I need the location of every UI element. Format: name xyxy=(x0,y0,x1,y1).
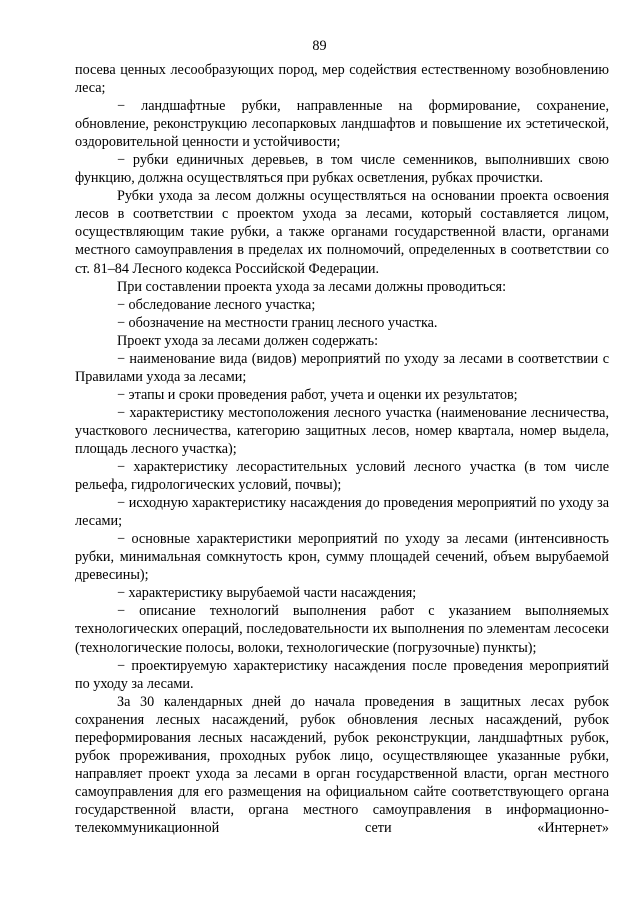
paragraph-3: − рубки единичных деревьев, в том числе семенников, выполнивших свою функцию, должна осуществляться при рубках осветления, рубках прочистки. xyxy=(75,152,609,187)
paragraph-1: посева ценных лесообразующих пород, мер содействия естественному возобновлению леса; xyxy=(75,62,609,97)
paragraph-8: Проект ухода за лесами должен содержать: xyxy=(117,332,379,349)
paragraph-4: Рубки ухода за лесом должны осуществляться на основании проекта освоения лесов в соответствии с проектом ухода за лесами, который составляется лицом, осуществляющим такие рубки, а также органами государственной власти, органами местного самоуправления в пределах их полномочий, определенных в соответствии со ст. 81–84 Лесного кодекса Российской Федерации. xyxy=(75,188,609,277)
paragraph-15: − характеристику вырубаемой части насаждения; xyxy=(117,585,417,602)
paragraph-18: За 30 календарных дней до начала проведения в защитных лесах рубок сохранения лесных насаждений, рубок обновления лесных насаждений, рубок переформирования лесных насаждений, рубок реконструкции, ландшафтных рубок, рубок прореживания, проходных рубок лицо, осуществляющее указанные рубки, направляет проект ухода за лесами в орган государственной власти, орган местного самоуправления для его размещения на официальном сайте соответствующего органа государственной власти, органа местного самоуправления в информационно-телекоммуникационной сети «Интернет» xyxy=(75,693,609,836)
paragraph-14: − основные характеристики мероприятий по уходу за лесами (интенсивность рубки, минимальная сомкнутость крон, сумму площадей сечений, объем вырубаемой древесины); xyxy=(75,531,609,584)
paragraph-13: − исходную характеристику насаждения до проведения мероприятий по уходу за лесами; xyxy=(75,495,609,530)
paragraph-2: − ландшафтные рубки, направленные на формирование, сохранение, обновление, реконструкцию лесопарковых ландшафтов и повышение их эстетической, оздоровительной ценности и устойчивости; xyxy=(75,98,609,151)
paragraph-7: − обозначение на местности границ лесного участка. xyxy=(117,314,438,331)
paragraph-9: − наименование вида (видов) мероприятий по уходу за лесами в соответствии с Правилами ухода за лесами; xyxy=(75,350,609,385)
page-number: 89 xyxy=(312,38,327,54)
body-text xyxy=(75,61,609,837)
paragraph-6: − обследование лесного участка; xyxy=(117,296,316,313)
paragraph-5: При составлении проекта ухода за лесами должны проводиться: xyxy=(117,278,507,295)
paragraph-11: − характеристику местоположения лесного участка (наименование лесничества, участкового лесничества, категорию защитных лесов, номер квартала, номер выдела, площадь лесного участка); xyxy=(75,404,609,457)
paragraph-12: − характеристику лесорастительных условий лесного участка (в том числе рельефа, гидрологических условий, почвы); xyxy=(75,459,609,494)
paragraph-16: − описание технологий выполнения работ с указанием выполняемых технологических операций, последовательности их выполнения по элементам лесосеки (технологические полосы, волоки, технологические (погрузочные) пункты); xyxy=(75,603,609,656)
paragraph-10: − этапы и сроки проведения работ, учета и оценки их результатов; xyxy=(117,386,518,403)
paragraph-17: − проектируемую характеристику насаждения после проведения мероприятий по уходу за лесами. xyxy=(75,657,609,692)
